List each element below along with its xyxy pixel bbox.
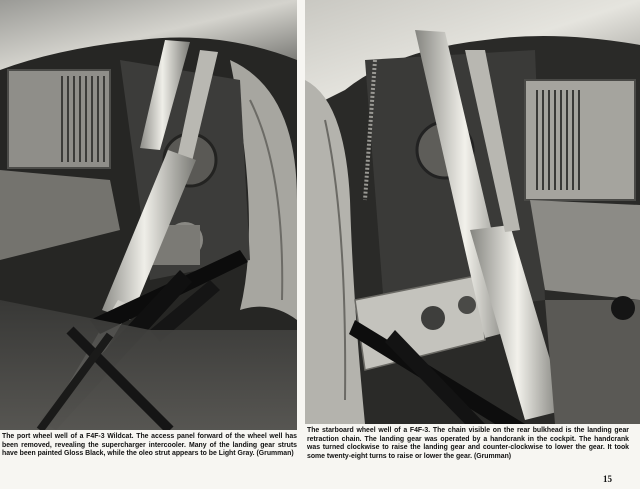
photo-starboard-wheel-well: [305, 0, 640, 424]
starboard-wheel-well-image: [305, 0, 640, 424]
intercooler: [8, 70, 110, 168]
page-number: 15: [603, 474, 612, 484]
port-wheel-well-image: [0, 0, 297, 430]
photo-port-wheel-well: [0, 0, 297, 430]
photo-caption-right: The starboard wheel well of a F4F-3. The chain visible on the rear bulkhead is the landing gear retraction chain. The landing gear was operated by a handcrank in the cockpit. The handcrank was turned clockwise to raise the landing gear and counter-clockwise to lower the gear. It took some twenty-eight turns to raise or lower the gear. (Grumman): [307, 427, 629, 460]
photo-caption-left: The port wheel well of a F4F-3 Wildcat. The access panel forward of the wheel well has been removed, revealing the supercharger intercooler. Many of the landing gear struts have been painted Gloss Black, while the oleo strut appears to be Light Gray. (Grumman): [2, 433, 297, 458]
